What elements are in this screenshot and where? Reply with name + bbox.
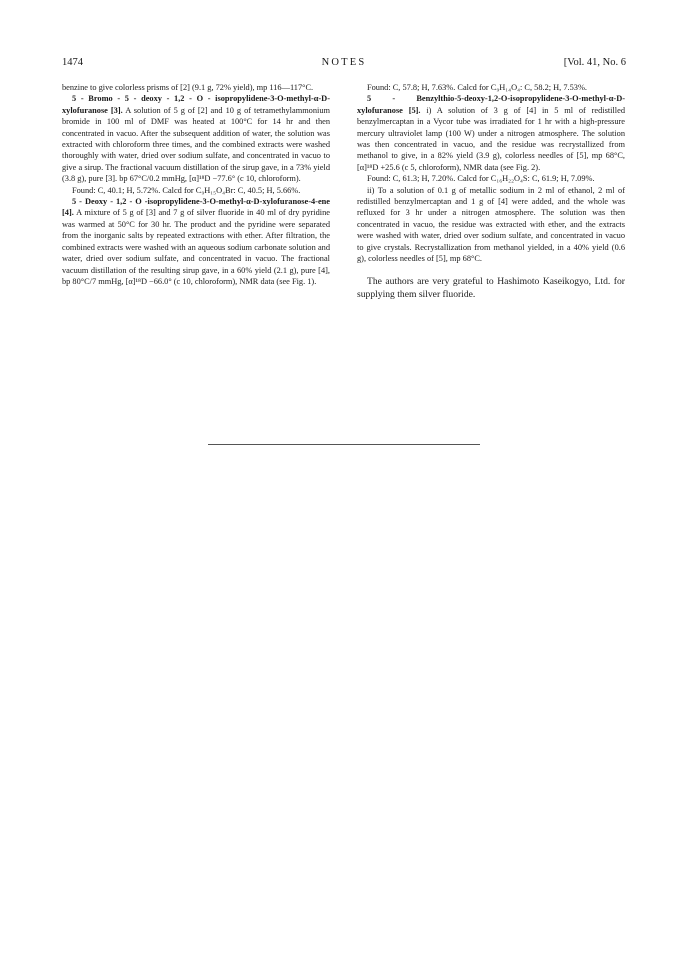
paragraph-compound-3: [62, 93, 330, 184]
paragraph-compound-4: [62, 196, 330, 287]
running-header: [62, 57, 626, 73]
page-number: 1474: [62, 57, 83, 68]
section-divider: [208, 444, 480, 445]
paragraph-analysis-3: Found: C, 40.1; H, 5.72%. Calcd for C₉H₁₅O₄Br: C, 40.5; H, 5.66%.: [72, 185, 301, 195]
acknowledgement: The authors are very grateful to Hashimoto Kaseikogyo, Ltd. for supplying them silver fluoride.: [357, 275, 625, 300]
compound-5-procedure-i: i) A solution of 3 g of [4] in 5 ml of redistilled benzylmercaptan in a Vycor tube was irradiated for 1 hr with a high-pressure mercury ultraviolet lamp (100 W) under a nitrogen atmosphere. The solution was then concentrated in vacuo, and the residue was recrystallized from methanol to give, in a 82% yield (3.9 g), colorless needles of [5], mp 68°C, [α]¹⁸D +25.6 (c 5, chloroform), NMR data (see Fig. 2).: [357, 105, 626, 172]
paragraph-analysis-4: Found: C, 57.8; H, 7.63%. Calcd for C₉H₁₄O₄: C, 58.2; H, 7.53%.: [367, 83, 587, 92]
compound-5-heading: 5 - Benzylthio-5-deoxy-1,2-O-isopropylidene-3-O-methyl-α-D-xylofuranose [5].: [357, 94, 625, 115]
compound-4-heading: 5 - Deoxy - 1,2 - O -isopropylidene-3-O-methyl-α-D-xylofuranose-4-ene [4].: [62, 197, 330, 218]
paragraph-prism-yield: benzine to give colorless prisms of [2] (9.1 g, 72% yield), mp 116—117°C.: [62, 83, 314, 92]
volume-info: [Vol. 41, No. 6: [563, 57, 626, 68]
compound-4-procedure: A mixture of 5 g of [3] and 7 g of silver fluoride in 40 ml of dry pyridine was warmed at 50°C for 30 hr. The product and the pyridine were separated from the inorganic salts by repeated extractions with ether. After filtration, the combined extracts were washed with an aqueous sodium carbonate solution and water, dried over sodium sulfate, and concentrated in vacuo. The fractional vacuum distillation of the resulting sirup gave, in a 60% yield (2.1 g), pure [4], bp 80°C/7 mmHg, [α]¹⁸D −66.0° (c 10, chloroform), NMR data (see Fig. 1).: [62, 208, 330, 286]
compound-5-procedure-ii: ii) To a solution of 0.1 g of metallic sodium in 2 ml of ethanol, 2 ml of redistilled benzylmercaptan and 1 g of [4] were added, and the whole was refluxed for 3 hr under a nitrogen atmosphere. The solution was then concentrated in vacuo, the residue was extracted with ether, and the extracts were washed with water, dried over sodium sulfate, and concentrated in vacuo to give crystals. Recrystallization from methanol yielded, in a 40% yield (0.6 g), colorless needles of [5], mp 68°C.: [357, 185, 625, 264]
right-column: [357, 82, 625, 301]
paragraph-analysis-5: Found: C, 61.3; H, 7.20%. Calcd for C₁₆H₂₂O₄S: C, 61.9; H, 7.09%.: [367, 174, 595, 184]
compound-3-procedure: A solution of 5 g of [2] and 10 g of tetramethylammonium bromide in 100 ml of DMF was heated at 100°C for 14 hr and then concentrated in vacuo. After the subsequent addition of water, the solution was extracted with chloroform three times, and the combined extracts were washed thoroughly with water, dried over sodium sulfate, and concentrated in vacuo to give a sirup. The fractional vacuum distillation of the sirup gave, in a 73% yield (3.8 g), pure [3]. bp 67°C/0.2 mmHg, [α]¹⁸D −77.6° (c 10, chloroform).: [62, 105, 331, 184]
left-column: [62, 82, 330, 287]
compound-3-heading: 5 - Bromo - 5 - deoxy - 1,2 - O - isopropylidene-3-O-methyl-α-D-xylofuranose [3].: [62, 94, 330, 115]
journal-section-title: NOTES: [321, 57, 367, 68]
paragraph-compound-5: [357, 93, 625, 173]
